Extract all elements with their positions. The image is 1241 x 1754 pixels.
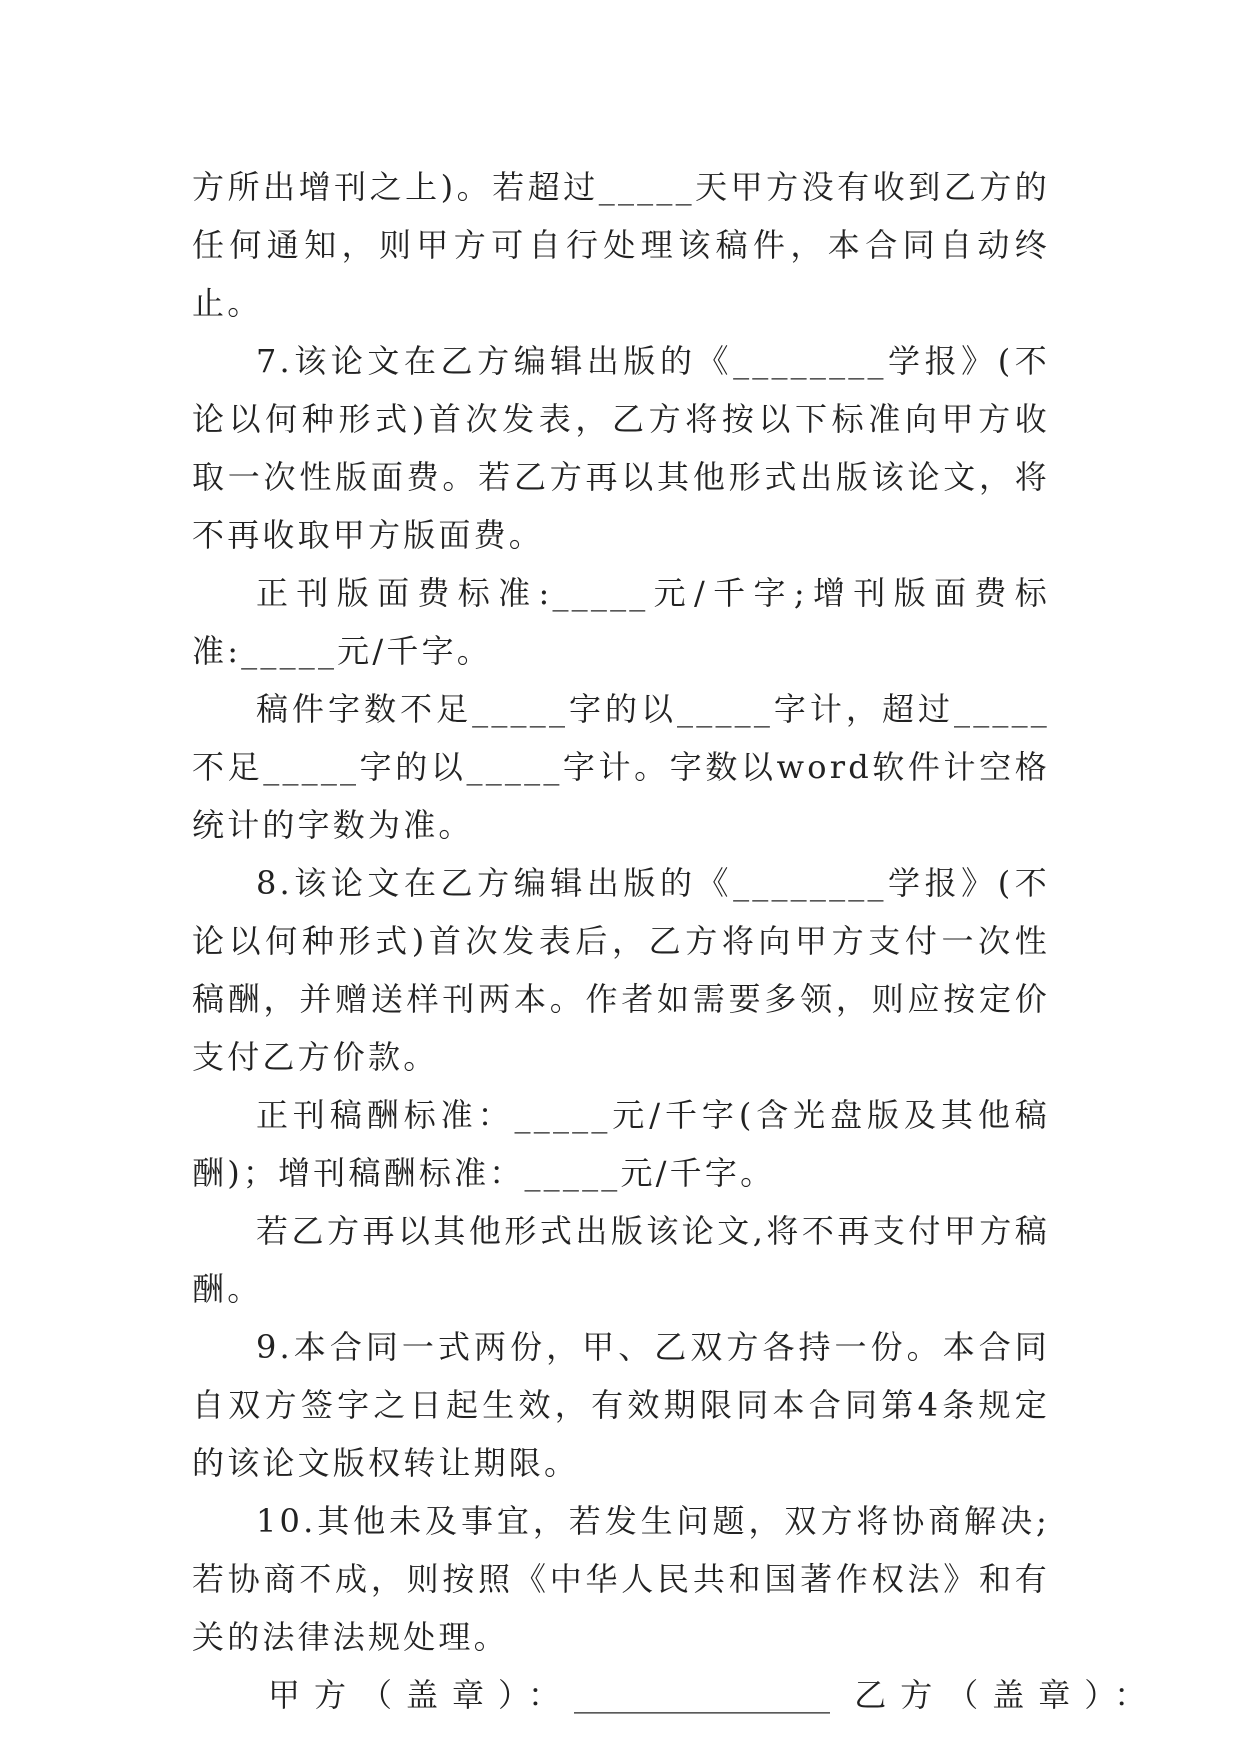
paragraph-page-fee-standard: 正刊版面费标准:_____元/千字;增刊版面费标准:_____元/千字。 [192,574,1050,670]
paragraph-clause-10: 10.其他未及事宜，若发生问题，双方将协商解决;若协商不成，则按照《中华人民共和国著作权法》和有关的法律法规处理。 [192,1502,1050,1656]
party-a-label: 甲方（盖章）： [268,1676,575,1714]
party-a-signature-blank: ________________ [574,1676,831,1714]
paragraph-clause-7: 7.该论文在乙方编辑出版的《________学报》(不论以何种形式)首次发表，乙方将按以下标准向甲方收取一次性版面费。若乙方再以其他形式出版该论文，将不再收取甲方版面费。 [192,342,1050,554]
paragraph-continuation: 方所出增刊之上)。若超过_____天甲方没有收到乙方的任何通知，则甲方可自行处理该稿件，本合同自动终止。 [192,168,1050,322]
paragraph-word-count-rule: 稿件字数不足_____字的以_____字计，超过_____不足_____字的以_____字计。字数以word软件计空格统计的字数为准。 [192,690,1050,844]
signature-line [192,1666,1161,1724]
paragraph-clause-8: 8.该论文在乙方编辑出版的《________学报》(不论以何种形式)首次发表后，乙方将向甲方支付一次性稿酬，并赠送样刊两本。作者如需要多领，则应按定价支付乙方价款。 [192,864,1050,1076]
document-page [192,158,1161,1724]
party-b-label: 乙方（盖章）： [854,1676,1161,1714]
paragraph-clause-9: 9.本合同一式两份，甲、乙双方各持一份。本合同自双方签字之日起生效，有效期限同本合同第4条规定的该论文版权转让期限。 [192,1328,1050,1482]
paragraph-no-further-royalty: 若乙方再以其他形式出版该论文,将不再支付甲方稿酬。 [192,1212,1050,1308]
paragraph-royalty-standard: 正刊稿酬标准：_____元/千字(含光盘版及其他稿酬)；增刊稿酬标准：_____元/千字。 [192,1096,1050,1192]
